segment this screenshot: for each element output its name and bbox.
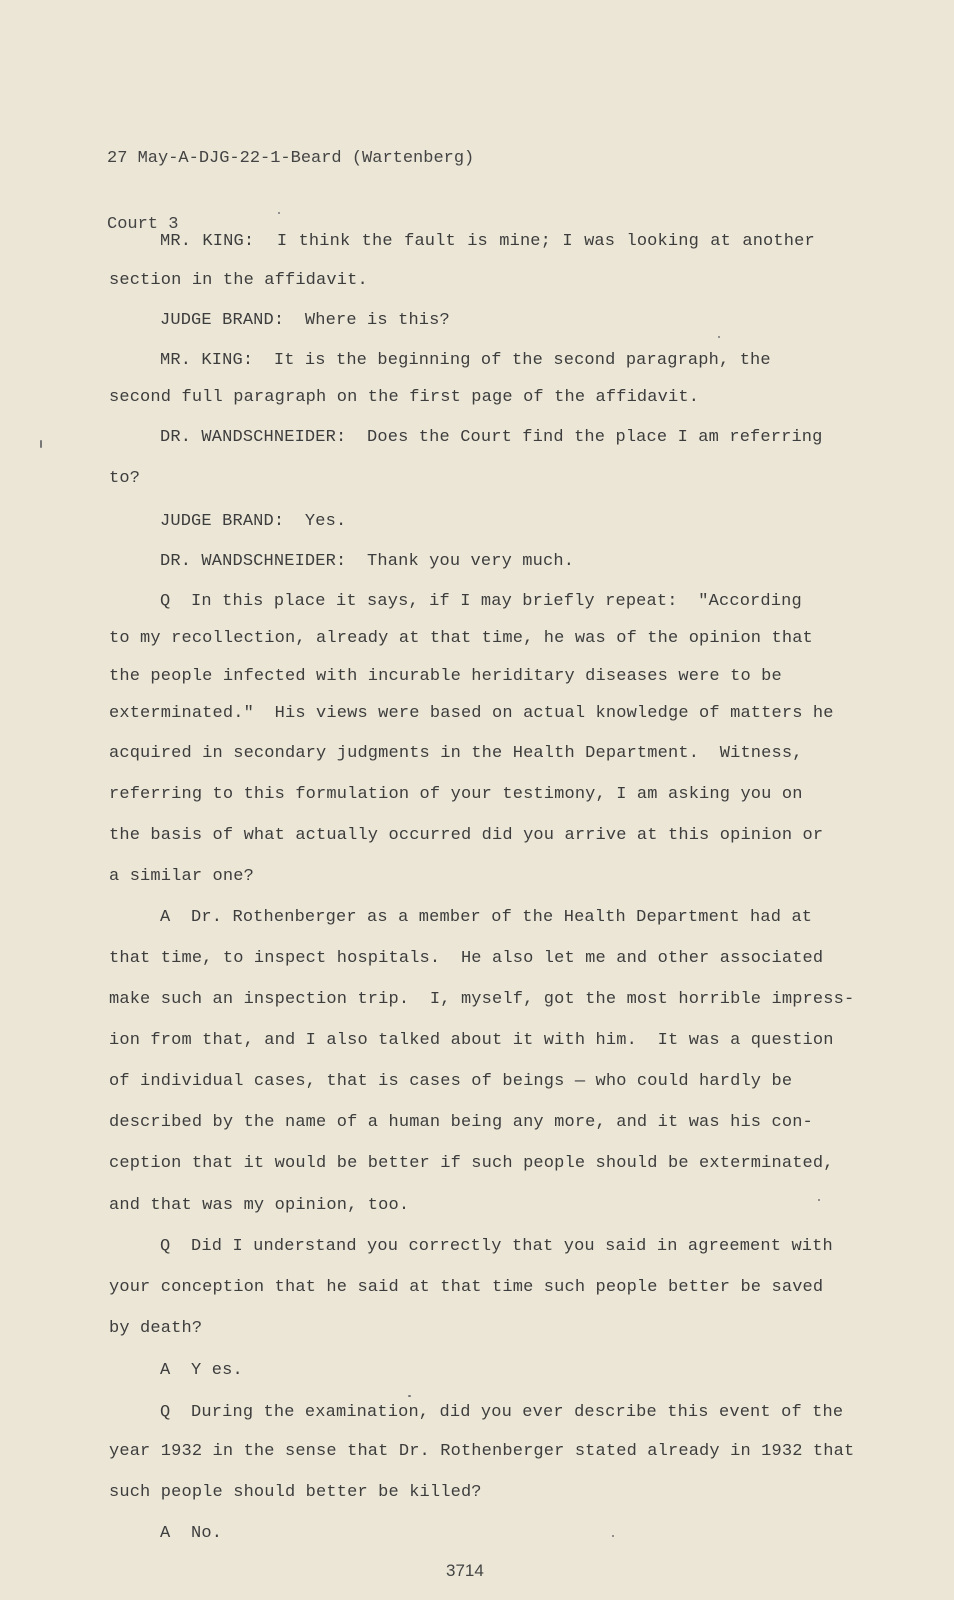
transcript-line: exterminated." His views were based on actual knowledge of matters he: [109, 704, 834, 723]
transcript-line: MR. KING: I think the fault is mine; I was looking at another: [160, 232, 815, 251]
transcript-line: JUDGE BRAND: Where is this?: [160, 311, 450, 330]
transcript-line: A Y es.: [160, 1361, 243, 1380]
transcript-line: A Dr. Rothenberger as a member of the Health Department had at: [160, 908, 813, 927]
header-reference: 27 May-A-DJG-22-1-Beard (Wartenberg): [107, 149, 475, 168]
page-number: 3714: [446, 1561, 484, 1580]
transcript-line: ion from that, and I also talked about it with him. It was a question: [109, 1031, 834, 1050]
transcript-line: Q Did I understand you correctly that you said in agreement with: [160, 1237, 833, 1256]
paper-speck: [278, 212, 280, 214]
paper-speck: [718, 336, 720, 338]
transcript-line: referring to this formulation of your testimony, I am asking you on: [109, 785, 803, 804]
transcript-line: JUDGE BRAND: Yes.: [160, 512, 347, 531]
transcript-line: year 1932 in the sense that Dr. Rothenberger stated already in 1932 that: [109, 1442, 855, 1461]
transcript-line: such people should better be killed?: [109, 1483, 482, 1502]
paper-speck: [818, 1199, 820, 1201]
transcript-line: to?: [109, 469, 141, 488]
transcript-line: ception that it would be better if such people should be exterminated,: [109, 1154, 834, 1173]
paper-speck: [40, 440, 42, 448]
transcript-line: DR. WANDSCHNEIDER: Thank you very much.: [160, 552, 575, 571]
transcript-line: DR. WANDSCHNEIDER: Does the Court find the place I am referring: [160, 428, 823, 447]
transcript-line: a similar one?: [109, 867, 254, 886]
transcript-line: Q During the examination, did you ever describe this event of the: [160, 1403, 844, 1422]
transcript-line: of individual cases, that is cases of beings — who could hardly be: [109, 1072, 793, 1091]
transcript-line: Q In this place it says, if I may briefly repeat: "According: [160, 592, 802, 611]
transcript-line: the people infected with incurable heriditary diseases were to be: [109, 667, 782, 686]
transcript-line: section in the affidavit.: [109, 271, 368, 290]
transcript-line: that time, to inspect hospitals. He also let me and other associated: [109, 949, 824, 968]
transcript-line: second full paragraph on the first page of the affidavit.: [109, 388, 700, 407]
transcript-line: by death?: [109, 1319, 203, 1338]
transcript-line: A No.: [160, 1524, 223, 1543]
transcript-line: acquired in secondary judgments in the Health Department. Witness,: [109, 744, 803, 763]
paper-speck: [408, 1395, 411, 1397]
transcript-line: make such an inspection trip. I, myself, got the most horrible impress-: [109, 990, 855, 1009]
paper-speck: [612, 1535, 614, 1537]
transcript-line: and that was my opinion, too.: [109, 1196, 410, 1215]
transcript-line: to my recollection, already at that time, he was of the opinion that: [109, 629, 813, 648]
document-header: [107, 104, 474, 280]
header-court: Court 3: [107, 215, 179, 234]
transcript-line: the basis of what actually occurred did you arrive at this opinion or: [109, 826, 824, 845]
transcript-line: described by the name of a human being any more, and it was his con-: [109, 1113, 813, 1132]
transcript-line: your conception that he said at that time such people better be saved: [109, 1278, 824, 1297]
transcript-line: MR. KING: It is the beginning of the second paragraph, the: [160, 351, 771, 370]
